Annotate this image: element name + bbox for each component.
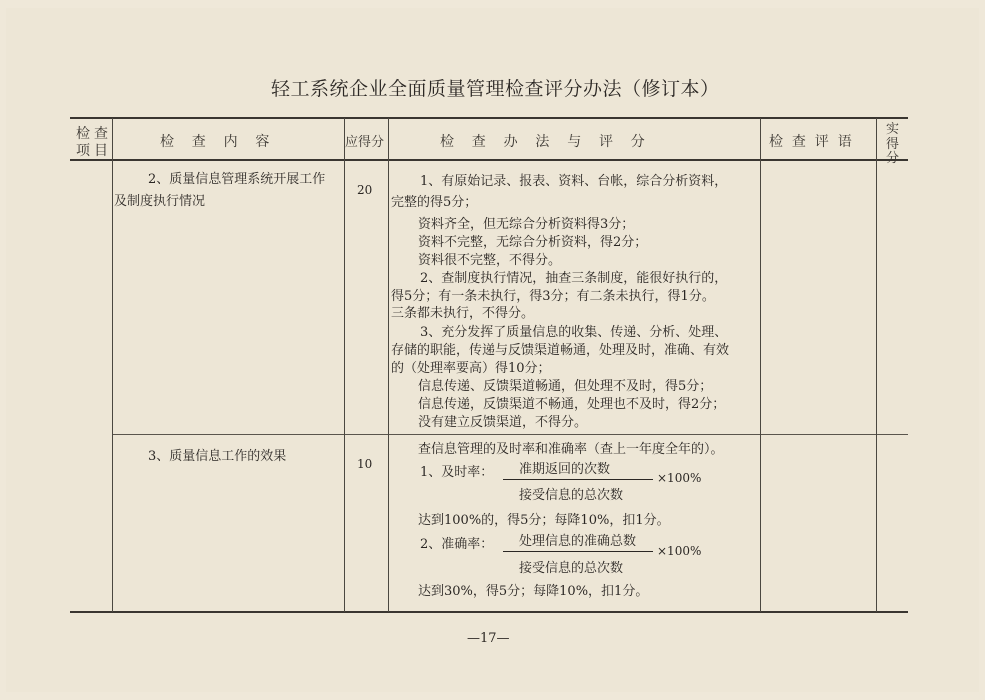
col-line-comment xyxy=(876,118,877,612)
col-line-content xyxy=(344,118,345,612)
header-actual-char-2: 得 xyxy=(886,137,900,152)
row1-method-line: 存储的职能，传递与反馈渠道畅通，处理及时，准确、有效 xyxy=(391,343,730,358)
header-score: 应得分 xyxy=(345,135,385,150)
formula2-denominator: 接受信息的总次数 xyxy=(519,561,624,576)
row2-content: 3、质量信息工作的效果 xyxy=(148,449,287,464)
col-line-item xyxy=(112,118,113,612)
formula1-multiplier: ×100% xyxy=(657,471,702,485)
formula1-label: 1、及时率： xyxy=(420,465,494,480)
row1-method-line: 资料齐全，但无综合分析资料得3分； xyxy=(418,217,635,232)
header-item-char-1: 检 xyxy=(76,126,90,142)
header-comment: 检 查 评 语 xyxy=(769,134,852,150)
formula1-numerator: 准期返回的次数 xyxy=(519,462,611,477)
header-item-char-3: 项 xyxy=(76,143,90,159)
row-divider xyxy=(112,434,908,435)
row1-method-line: 3、充分发挥了质量信息的收集、传递、分析、处理、 xyxy=(420,325,728,340)
row1-method-line: 得5分；有一条未执行，得3分；有二条未执行，得1分。 xyxy=(391,289,715,304)
row1-content-line1: 2、质量信息管理系统开展工作 xyxy=(148,172,326,187)
formula2-multiplier: ×100% xyxy=(657,544,702,558)
formula1-rule: 达到100%的，得5分；每降10%，扣1分。 xyxy=(418,513,670,528)
page-number: —17— xyxy=(467,631,510,646)
row1-method-line: 1、有原始记录、报表、资料、台帐，综合分析资料， xyxy=(420,174,728,189)
formula2-rule: 达到30%，得5分；每降10%，扣1分。 xyxy=(418,584,649,599)
row1-method-line: 信息传递、反馈渠道畅通，但处理不及时，得5分； xyxy=(418,379,713,394)
formula2-fraction-bar xyxy=(503,551,653,552)
row1-score: 20 xyxy=(357,183,373,197)
table-top-rule xyxy=(70,117,908,119)
table-bottom-rule xyxy=(70,611,908,613)
header-item-char-2: 查 xyxy=(94,126,108,142)
col-line-method xyxy=(760,118,761,612)
row1-method-line: 资料不完整，无综合分析资料，得2分； xyxy=(418,235,648,250)
formula2-numerator: 处理信息的准确总数 xyxy=(519,534,637,549)
header-actual-char-1: 实 xyxy=(886,122,900,137)
row1-method-line: 完整的得5分； xyxy=(391,195,478,210)
header-actual-char-3: 分 xyxy=(886,151,900,166)
header-item-char-4: 目 xyxy=(94,143,108,159)
header-content: 检 查 内 容 xyxy=(160,134,270,150)
row1-method-line: 没有建立反馈渠道，不得分。 xyxy=(418,415,588,430)
row1-method-line: 2、查制度执行情况，抽查三条制度，能很好执行的， xyxy=(420,271,728,286)
row1-content-line2: 及制度执行情况 xyxy=(114,194,206,209)
header-bottom-rule xyxy=(70,159,908,161)
row1-method-line: 三条都未执行，不得分。 xyxy=(391,306,535,321)
formula1-denominator: 接受信息的总次数 xyxy=(519,488,624,503)
row1-method-line: 资料很不完整，不得分。 xyxy=(418,253,562,268)
col-line-score xyxy=(388,118,389,612)
row1-method-line: 的（处理率要高）得10分； xyxy=(391,361,551,376)
row2-method-intro: 查信息管理的及时率和准确率（查上一年度全年的）。 xyxy=(418,442,724,457)
row1-method-line: 信息传递，反馈渠道不畅通，处理也不及时，得2分； xyxy=(418,397,726,412)
formula1-fraction-bar xyxy=(503,479,653,480)
page-title: 轻工系统企业全面质量管理检查评分办法（修订本） xyxy=(271,78,720,100)
row2-score: 10 xyxy=(357,457,373,471)
formula2-label: 2、准确率： xyxy=(420,537,494,552)
header-method: 检 查 办 法 与 评 分 xyxy=(440,134,645,150)
